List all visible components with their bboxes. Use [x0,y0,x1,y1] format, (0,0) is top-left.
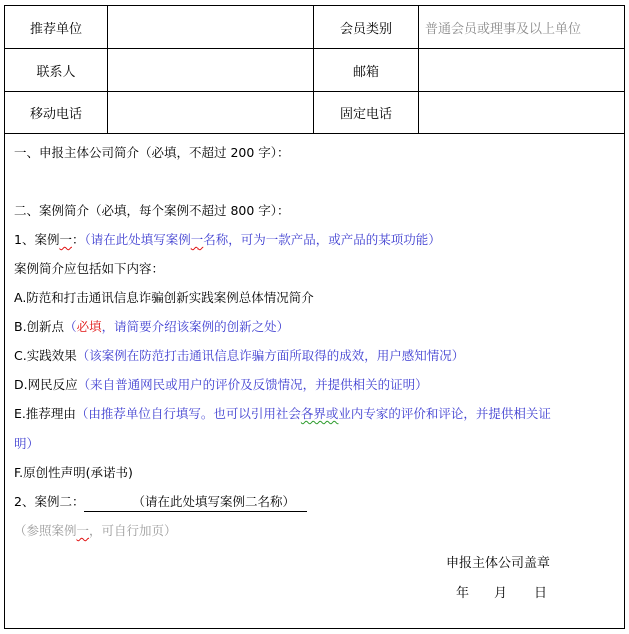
case2-name-field[interactable]: （请在此处填写案例二名称） [84,493,307,512]
application-form [4,5,625,629]
item-a: A.防范和打击通讯信息诈骗创新实践案例总体情况简介 [14,290,314,305]
item-e: E.推荐理由（由推荐单位自行填写。也可以引用社会各界或业内专家的评价和评论，并提供相关证 [14,406,551,421]
case-intro-contents: 案例简介应包括如下内容： [14,261,165,276]
date-month: 月 [494,586,508,601]
company-seal: 申报主体公司盖章 [446,556,551,571]
date-day: 日 [534,586,548,601]
member-type-label: 会员类别 [339,21,392,37]
email-label: 邮箱 [352,64,379,80]
grid-line [5,133,624,134]
case1-line [14,231,441,249]
case2-line: 2、案例二： （请在此处填写案例二名称） [14,493,307,512]
item-e-continued: 明） [14,436,40,451]
case1-colon: ： [71,232,85,247]
item-c: C.实践效果（该案例在防范打击通讯信息诈骗方面所取得的成效，用户感知情况） [14,348,465,363]
reference-note: （参照案例一，可自行加页） [14,523,177,538]
section-case-intro: 二、案例简介（必填，每个案例不超过 800 字）： [14,203,290,218]
mobile-label: 移动电话 [29,107,82,122]
date-year: 年 [456,586,470,601]
recommender-field[interactable] [108,6,313,48]
item-b: B.创新点（必填，请简要介绍该案例的创新之处） [14,319,290,334]
recommender-label: 推荐单位 [29,21,82,37]
email-field[interactable] [419,49,619,91]
required-mark: 必填 [76,319,102,334]
contact-label: 联系人 [36,64,76,80]
item-f: F.原创性声明(承诺书) [14,465,133,480]
case1-hint[interactable]: （请在此处填写案例一名称，可为一款产品，或产品的某项功能） [84,232,441,247]
member-type-field[interactable]: 普通会员或理事及以上单位 [425,21,582,37]
case1-prefix: 1、案例 [14,232,60,247]
section-company-intro: 一、申报主体公司简介（必填，不超过 200 字）： [14,145,290,160]
landline-field[interactable] [419,92,619,133]
landline-label: 固定电话 [339,107,392,122]
contact-field[interactable] [108,49,313,91]
item-d: D.网民反应（来自普通网民或用户的评价及反馈情况，并提供相关的证明） [14,377,428,392]
mobile-field[interactable] [108,92,313,133]
case1-one: 一 [59,232,72,247]
